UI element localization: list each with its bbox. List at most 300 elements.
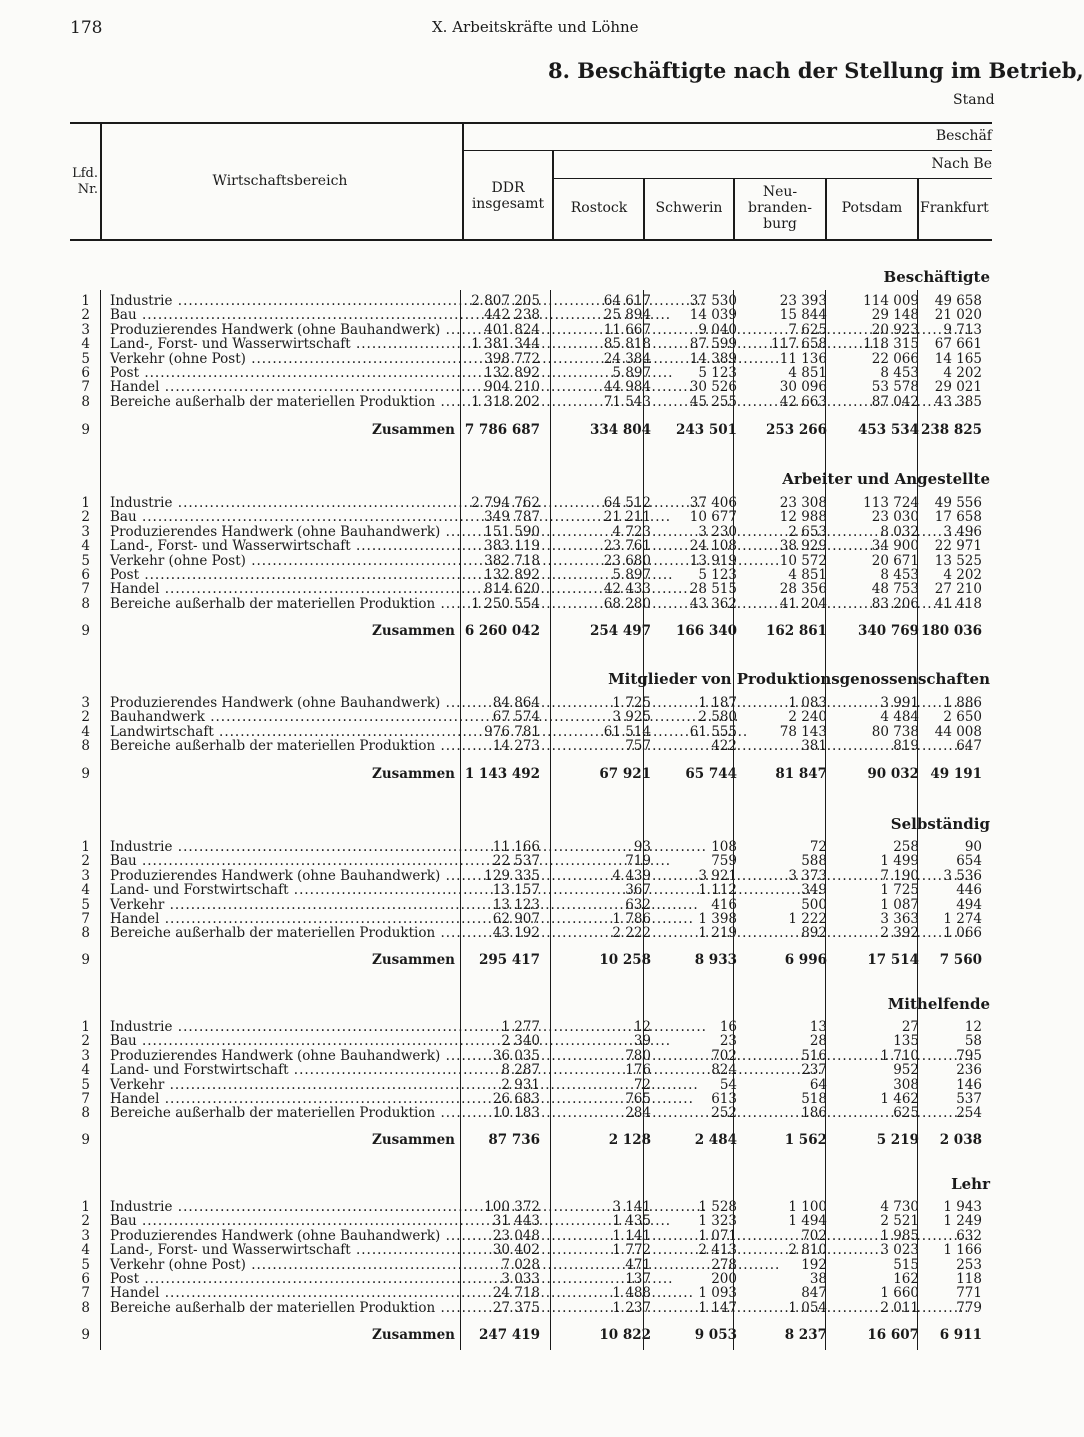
cell-value: 84 864	[492, 695, 540, 711]
cell-value: 162	[893, 1271, 919, 1287]
cell-value: 11 667	[603, 322, 651, 338]
cell-value: 67 661	[934, 336, 982, 352]
cell-value: 7 190	[880, 868, 919, 884]
row-number: 8	[81, 596, 90, 612]
cell-value: 9 040	[698, 322, 737, 338]
cell-value: 1 100	[788, 1199, 827, 1215]
column-header-wirtschaftsbereich: Wirtschaftsbereich	[212, 173, 348, 189]
cell-value: 1 141	[612, 1228, 651, 1244]
cell-value: 14 039	[689, 307, 737, 323]
cell-value: 27	[901, 1019, 919, 1035]
cell-value: 238 825	[920, 422, 982, 438]
cell-value: 824	[711, 1062, 737, 1078]
cell-value: 132 892	[484, 365, 540, 381]
cell-value: 1 499	[880, 853, 919, 869]
cell-value: 42 663	[779, 394, 827, 410]
cell-value: 613	[711, 1091, 737, 1107]
row-number: 5	[81, 897, 90, 913]
cell-value: 2 484	[694, 1132, 737, 1148]
chapter-title: X. Arbeitskräfte und Löhne	[432, 18, 639, 36]
cell-value: 23 048	[492, 1228, 540, 1244]
cell-value: 81 847	[775, 766, 827, 782]
cell-value: 14 389	[689, 351, 737, 367]
cell-value: 1 222	[788, 911, 827, 927]
cell-value: 28 356	[779, 581, 827, 597]
cell-value: 1 435	[612, 1213, 651, 1229]
cell-value: 192	[801, 1257, 827, 1273]
cell-value: 12	[633, 1019, 651, 1035]
header-bottom-rule	[70, 239, 992, 241]
cell-value: 8 933	[694, 952, 737, 968]
cell-value: 1 143 492	[464, 766, 540, 782]
cell-value: 3 536	[943, 868, 982, 884]
row-number: 2	[81, 853, 90, 869]
cell-value: 9 713	[943, 322, 982, 338]
row-label: Produzierendes Handwerk (ohne Bauhandwerk) .....	[110, 696, 455, 710]
cell-value: 3 991	[880, 695, 919, 711]
column-header-schwerin: Schwerin	[655, 200, 723, 216]
row-label: Zusammen	[372, 1327, 455, 1343]
cell-value: 5 123	[698, 365, 737, 381]
cell-value: 382 718	[484, 553, 540, 569]
cell-value: 254 497	[589, 623, 651, 639]
cell-value: 625	[893, 1105, 919, 1121]
cell-value: 108	[711, 839, 737, 855]
row-label: Bereiche außerhalb der materiellen Produktion .....	[110, 926, 455, 940]
row-number: 4	[81, 538, 90, 554]
cell-value: 3 496	[943, 524, 982, 540]
cell-value: 446	[956, 882, 982, 898]
row-label: Post .....	[110, 366, 455, 380]
cell-value: 146	[956, 1077, 982, 1093]
cell-value: 162 861	[765, 623, 827, 639]
cell-value: 779	[956, 1300, 982, 1316]
cell-value: 24 718	[492, 1285, 540, 1301]
cell-value: 85 818	[603, 336, 651, 352]
cell-value: 10 572	[779, 553, 827, 569]
cell-value: 15 844	[779, 307, 827, 323]
cell-value: 4 202	[943, 567, 982, 583]
cell-value: 632	[625, 897, 651, 913]
row-label: Bereiche außerhalb der materiellen Produktion .....	[110, 1301, 455, 1315]
cell-value: 45 255	[689, 394, 737, 410]
cell-value: 90 032	[867, 766, 919, 782]
cell-value: 28	[809, 1033, 827, 1049]
cell-value: 1 562	[784, 1132, 827, 1148]
row-number: 5	[81, 351, 90, 367]
cell-value: 252	[711, 1105, 737, 1121]
cell-value: 349 787	[484, 509, 540, 525]
cell-value: 118 315	[863, 336, 919, 352]
cell-value: 334 804	[589, 422, 651, 438]
row-number: 1	[81, 495, 90, 511]
cell-value: 14 165	[934, 351, 982, 367]
cell-value: 247 419	[478, 1327, 540, 1343]
column-header-neubrandenburg: Neu-branden-burg	[747, 184, 812, 232]
cell-value: 44 008	[934, 724, 982, 740]
row-label: Industrie .....	[110, 1020, 455, 1034]
cell-value: 29 148	[871, 307, 919, 323]
cell-value: 1 725	[612, 695, 651, 711]
cell-value: 21 020	[934, 307, 982, 323]
cell-value: 1 381 344	[471, 336, 540, 352]
row-number: 7	[81, 379, 90, 395]
cell-value: 3 141	[612, 1199, 651, 1215]
row-label: Produzierendes Handwerk (ohne Bauhandwerk) .....	[110, 525, 455, 539]
row-number: 6	[81, 567, 90, 583]
cell-value: 44 984	[603, 379, 651, 395]
cell-value: 27 210	[934, 581, 982, 597]
cell-value: 22 537	[492, 853, 540, 869]
cell-value: 58	[964, 1033, 982, 1049]
cell-value: 1 249	[943, 1213, 982, 1229]
cell-value: 13	[809, 1019, 827, 1035]
cell-value: 16 607	[867, 1327, 919, 1343]
cell-value: 2 653	[788, 524, 827, 540]
cell-value: 1 083	[788, 695, 827, 711]
row-number: 9	[81, 952, 90, 968]
cell-value: 27 375	[492, 1300, 540, 1316]
row-number: 8	[81, 394, 90, 410]
cell-value: 64 617	[603, 293, 651, 309]
row-label: Post .....	[110, 1272, 455, 1286]
cell-value: 422	[711, 738, 737, 754]
header-rule-bezirke	[553, 178, 992, 179]
cell-value: 3 921	[698, 868, 737, 884]
row-label: Post .....	[110, 568, 455, 582]
section-title: Mithelfende	[887, 995, 990, 1013]
cell-value: 22 066	[871, 351, 919, 367]
cell-value: 819	[893, 738, 919, 754]
cell-value: 53 578	[871, 379, 919, 395]
column-header-nach-be: Nach Be	[931, 156, 992, 172]
cell-value: 137	[625, 1271, 651, 1287]
cell-value: 2 340	[501, 1033, 540, 1049]
cell-value: 17 658	[934, 509, 982, 525]
row-number: 3	[81, 868, 90, 884]
cell-value: 7 028	[501, 1257, 540, 1273]
column-header-beschaef: Beschäf	[935, 128, 992, 144]
row-label: Bau .....	[110, 308, 455, 322]
cell-value: 3 230	[698, 524, 737, 540]
body-divider	[825, 290, 826, 1350]
cell-value: 2 580	[698, 709, 737, 725]
cell-value: 308	[893, 1077, 919, 1093]
cell-value: 2 807 205	[471, 293, 540, 309]
cell-value: 537	[956, 1091, 982, 1107]
cell-value: 253 266	[765, 422, 827, 438]
cell-value: 3 925	[612, 709, 651, 725]
cell-value: 1 166	[943, 1242, 982, 1258]
row-number: 8	[81, 1105, 90, 1121]
cell-value: 41 204	[779, 596, 827, 612]
row-number: 7	[81, 581, 90, 597]
cell-value: 253	[956, 1257, 982, 1273]
cell-value: 61 514	[603, 724, 651, 740]
row-label: Produzierendes Handwerk (ohne Bauhandwerk) .....	[110, 869, 455, 883]
row-number: 6	[81, 365, 90, 381]
cell-value: 284	[625, 1105, 651, 1121]
row-label: Land- und Forstwirtschaft .....	[110, 1063, 455, 1077]
row-number: 2	[81, 709, 90, 725]
cell-value: 100 372	[484, 1199, 540, 1215]
column-header-rostock: Rostock	[570, 200, 628, 216]
cell-value: 12	[964, 1019, 982, 1035]
cell-value: 453 534	[857, 422, 919, 438]
row-number: 7	[81, 1285, 90, 1301]
cell-value: 23 030	[871, 509, 919, 525]
cell-value: 72	[633, 1077, 651, 1093]
table-subtitle: Stand	[953, 92, 995, 108]
header-divider	[462, 122, 464, 240]
row-label: Verkehr (ohne Post) .....	[110, 554, 455, 568]
cell-value: 23	[719, 1033, 737, 1049]
cell-value: 5 897	[612, 567, 651, 583]
cell-value: 83 206	[871, 596, 919, 612]
cell-value: 3 033	[501, 1271, 540, 1287]
column-header-lfd-nr: Lfd. Nr.	[72, 166, 98, 197]
cell-value: 34 900	[871, 538, 919, 554]
row-label: Zusammen	[372, 766, 455, 782]
cell-value: 13 157	[492, 882, 540, 898]
row-number: 8	[81, 1300, 90, 1316]
cell-value: 129 335	[484, 868, 540, 884]
cell-value: 48 753	[871, 581, 919, 597]
cell-value: 1 250 554	[471, 596, 540, 612]
header-top-rule	[70, 122, 992, 124]
column-header-ddr: DDR insgesamt	[471, 180, 545, 212]
row-number: 1	[81, 293, 90, 309]
row-label: Industrie .....	[110, 496, 455, 510]
row-number: 1	[81, 1019, 90, 1035]
cell-value: 37 406	[689, 495, 737, 511]
cell-value: 2 222	[612, 925, 651, 941]
cell-value: 1 318 202	[471, 394, 540, 410]
header-divider	[825, 178, 827, 240]
row-number: 2	[81, 509, 90, 525]
cell-value: 200	[711, 1271, 737, 1287]
cell-value: 1 710	[880, 1048, 919, 1064]
cell-value: 176	[625, 1062, 651, 1078]
row-label: Zusammen	[372, 952, 455, 968]
row-number: 2	[81, 1033, 90, 1049]
cell-value: 21 211	[603, 509, 651, 525]
row-label: Bau .....	[110, 1214, 455, 1228]
cell-value: 236	[956, 1062, 982, 1078]
cell-value: 952	[893, 1062, 919, 1078]
row-number: 3	[81, 695, 90, 711]
cell-value: 6 260 042	[464, 623, 540, 639]
cell-value: 1 985	[880, 1228, 919, 1244]
cell-value: 757	[625, 738, 651, 754]
cell-value: 1 660	[880, 1285, 919, 1301]
cell-value: 13 123	[492, 897, 540, 913]
cell-value: 8 453	[880, 365, 919, 381]
cell-value: 26 683	[492, 1091, 540, 1107]
page-number: 178	[70, 18, 103, 38]
row-number: 4	[81, 1062, 90, 1078]
cell-value: 87 599	[689, 336, 737, 352]
cell-value: 2 650	[943, 709, 982, 725]
cell-value: 2 521	[880, 1213, 919, 1229]
cell-value: 518	[801, 1091, 827, 1107]
cell-value: 6 996	[784, 952, 827, 968]
row-label: Bereiche außerhalb der materiellen Produktion .....	[110, 1106, 455, 1120]
cell-value: 9 053	[694, 1327, 737, 1343]
cell-value: 1 147	[698, 1300, 737, 1316]
cell-value: 401 824	[484, 322, 540, 338]
cell-value: 113 724	[863, 495, 919, 511]
cell-value: 28 515	[689, 581, 737, 597]
cell-value: 49 658	[934, 293, 982, 309]
cell-value: 132 892	[484, 567, 540, 583]
cell-value: 4 730	[880, 1199, 919, 1215]
row-label: Industrie .....	[110, 1200, 455, 1214]
cell-value: 654	[956, 853, 982, 869]
cell-value: 68 280	[603, 596, 651, 612]
cell-value: 23 761	[603, 538, 651, 554]
section-title: Mitglieder von Produktionsgenossenschaften	[608, 670, 990, 688]
cell-value: 23 308	[779, 495, 827, 511]
row-label: Landwirtschaft .....	[110, 725, 455, 739]
row-label: Produzierendes Handwerk (ohne Bauhandwerk) .....	[110, 1049, 455, 1063]
cell-value: 23 393	[779, 293, 827, 309]
row-label: Handel .....	[110, 1286, 455, 1300]
cell-value: 765	[625, 1091, 651, 1107]
cell-value: 17 514	[867, 952, 919, 968]
cell-value: 78 143	[779, 724, 827, 740]
cell-value: 64	[809, 1077, 827, 1093]
cell-value: 719	[625, 853, 651, 869]
row-label: Verkehr .....	[110, 1078, 455, 1092]
cell-value: 38 929	[779, 538, 827, 554]
cell-value: 278	[711, 1257, 737, 1273]
cell-value: 87 736	[488, 1132, 540, 1148]
cell-value: 1 187	[698, 695, 737, 711]
cell-value: 1 274	[943, 911, 982, 927]
cell-value: 340 769	[857, 623, 919, 639]
cell-value: 20 671	[871, 553, 919, 569]
cell-value: 24 384	[603, 351, 651, 367]
table-title: 8. Beschäftigte nach der Stellung im Betrieb,	[548, 58, 1084, 83]
cell-value: 22 971	[934, 538, 982, 554]
cell-value: 72	[809, 839, 827, 855]
cell-value: 1 323	[698, 1213, 737, 1229]
cell-value: 2 794 762	[471, 495, 540, 511]
cell-value: 1 786	[612, 911, 651, 927]
cell-value: 759	[711, 853, 737, 869]
row-number: 4	[81, 882, 90, 898]
row-number: 7	[81, 911, 90, 927]
row-label: Zusammen	[372, 1132, 455, 1148]
cell-value: 2 810	[788, 1242, 827, 1258]
cell-value: 471	[625, 1257, 651, 1273]
cell-value: 7 560	[939, 952, 982, 968]
cell-value: 4 851	[788, 365, 827, 381]
column-header-frankfurt: Frankfurt	[920, 200, 989, 216]
row-number: 6	[81, 1271, 90, 1287]
cell-value: 13 525	[934, 553, 982, 569]
cell-value: 10 822	[599, 1327, 651, 1343]
row-label: Verkehr (ohne Post) .....	[110, 1258, 455, 1272]
section-title: Selbständig	[890, 815, 990, 833]
cell-value: 254	[956, 1105, 982, 1121]
cell-value: 41 418	[934, 596, 982, 612]
row-label: Bereiche außerhalb der materiellen Produktion .....	[110, 739, 455, 753]
cell-value: 2 038	[939, 1132, 982, 1148]
cell-value: 30 096	[779, 379, 827, 395]
cell-value: 10 183	[492, 1105, 540, 1121]
cell-value: 43 362	[689, 596, 737, 612]
cell-value: 93	[633, 839, 651, 855]
cell-value: 1 398	[698, 911, 737, 927]
cell-value: 367	[625, 882, 651, 898]
cell-value: 702	[801, 1228, 827, 1244]
cell-value: 383 119	[484, 538, 540, 554]
cell-value: 8 032	[880, 524, 919, 540]
row-number: 3	[81, 524, 90, 540]
cell-value: 1 528	[698, 1199, 737, 1215]
row-label: Produzierendes Handwerk (ohne Bauhandwerk) .....	[110, 323, 455, 337]
cell-value: 2 392	[880, 925, 919, 941]
cell-value: 1 219	[698, 925, 737, 941]
cell-value: 632	[956, 1228, 982, 1244]
row-label: Handel .....	[110, 582, 455, 596]
cell-value: 6 911	[939, 1327, 982, 1343]
cell-value: 3 023	[880, 1242, 919, 1258]
section-title: Lehr	[951, 1175, 990, 1193]
cell-value: 13 919	[689, 553, 737, 569]
cell-value: 5 219	[876, 1132, 919, 1148]
cell-value: 515	[893, 1257, 919, 1273]
cell-value: 8 453	[880, 567, 919, 583]
cell-value: 398 772	[484, 351, 540, 367]
cell-value: 4 202	[943, 365, 982, 381]
cell-value: 65 744	[685, 766, 737, 782]
row-label: Zusammen	[372, 623, 455, 639]
row-number: 5	[81, 553, 90, 569]
row-label: Handel .....	[110, 1092, 455, 1106]
row-number: 2	[81, 307, 90, 323]
cell-value: 10 258	[599, 952, 651, 968]
cell-value: 62 907	[492, 911, 540, 927]
header-divider	[100, 122, 102, 240]
header-divider	[917, 178, 919, 240]
cell-value: 7 786 687	[464, 422, 540, 438]
body-divider	[550, 290, 551, 1350]
cell-value: 5 123	[698, 567, 737, 583]
cell-value: 90	[964, 839, 982, 855]
cell-value: 11 136	[779, 351, 827, 367]
row-number: 3	[81, 1048, 90, 1064]
cell-value: 1 071	[698, 1228, 737, 1244]
cell-value: 416	[711, 897, 737, 913]
cell-value: 771	[956, 1285, 982, 1301]
row-label: Land-, Forst- und Wasserwirtschaft .....	[110, 539, 455, 553]
cell-value: 1 772	[612, 1242, 651, 1258]
cell-value: 3 373	[788, 868, 827, 884]
row-number: 9	[81, 766, 90, 782]
cell-value: 516	[801, 1048, 827, 1064]
row-number: 5	[81, 1257, 90, 1273]
cell-value: 42 433	[603, 581, 651, 597]
row-number: 3	[81, 1228, 90, 1244]
cell-value: 381	[801, 738, 827, 754]
cell-value: 20 923	[871, 322, 919, 338]
cell-value: 500	[801, 897, 827, 913]
row-label: Land-, Forst- und Wasserwirtschaft .....	[110, 337, 455, 351]
row-label: Handel .....	[110, 912, 455, 926]
